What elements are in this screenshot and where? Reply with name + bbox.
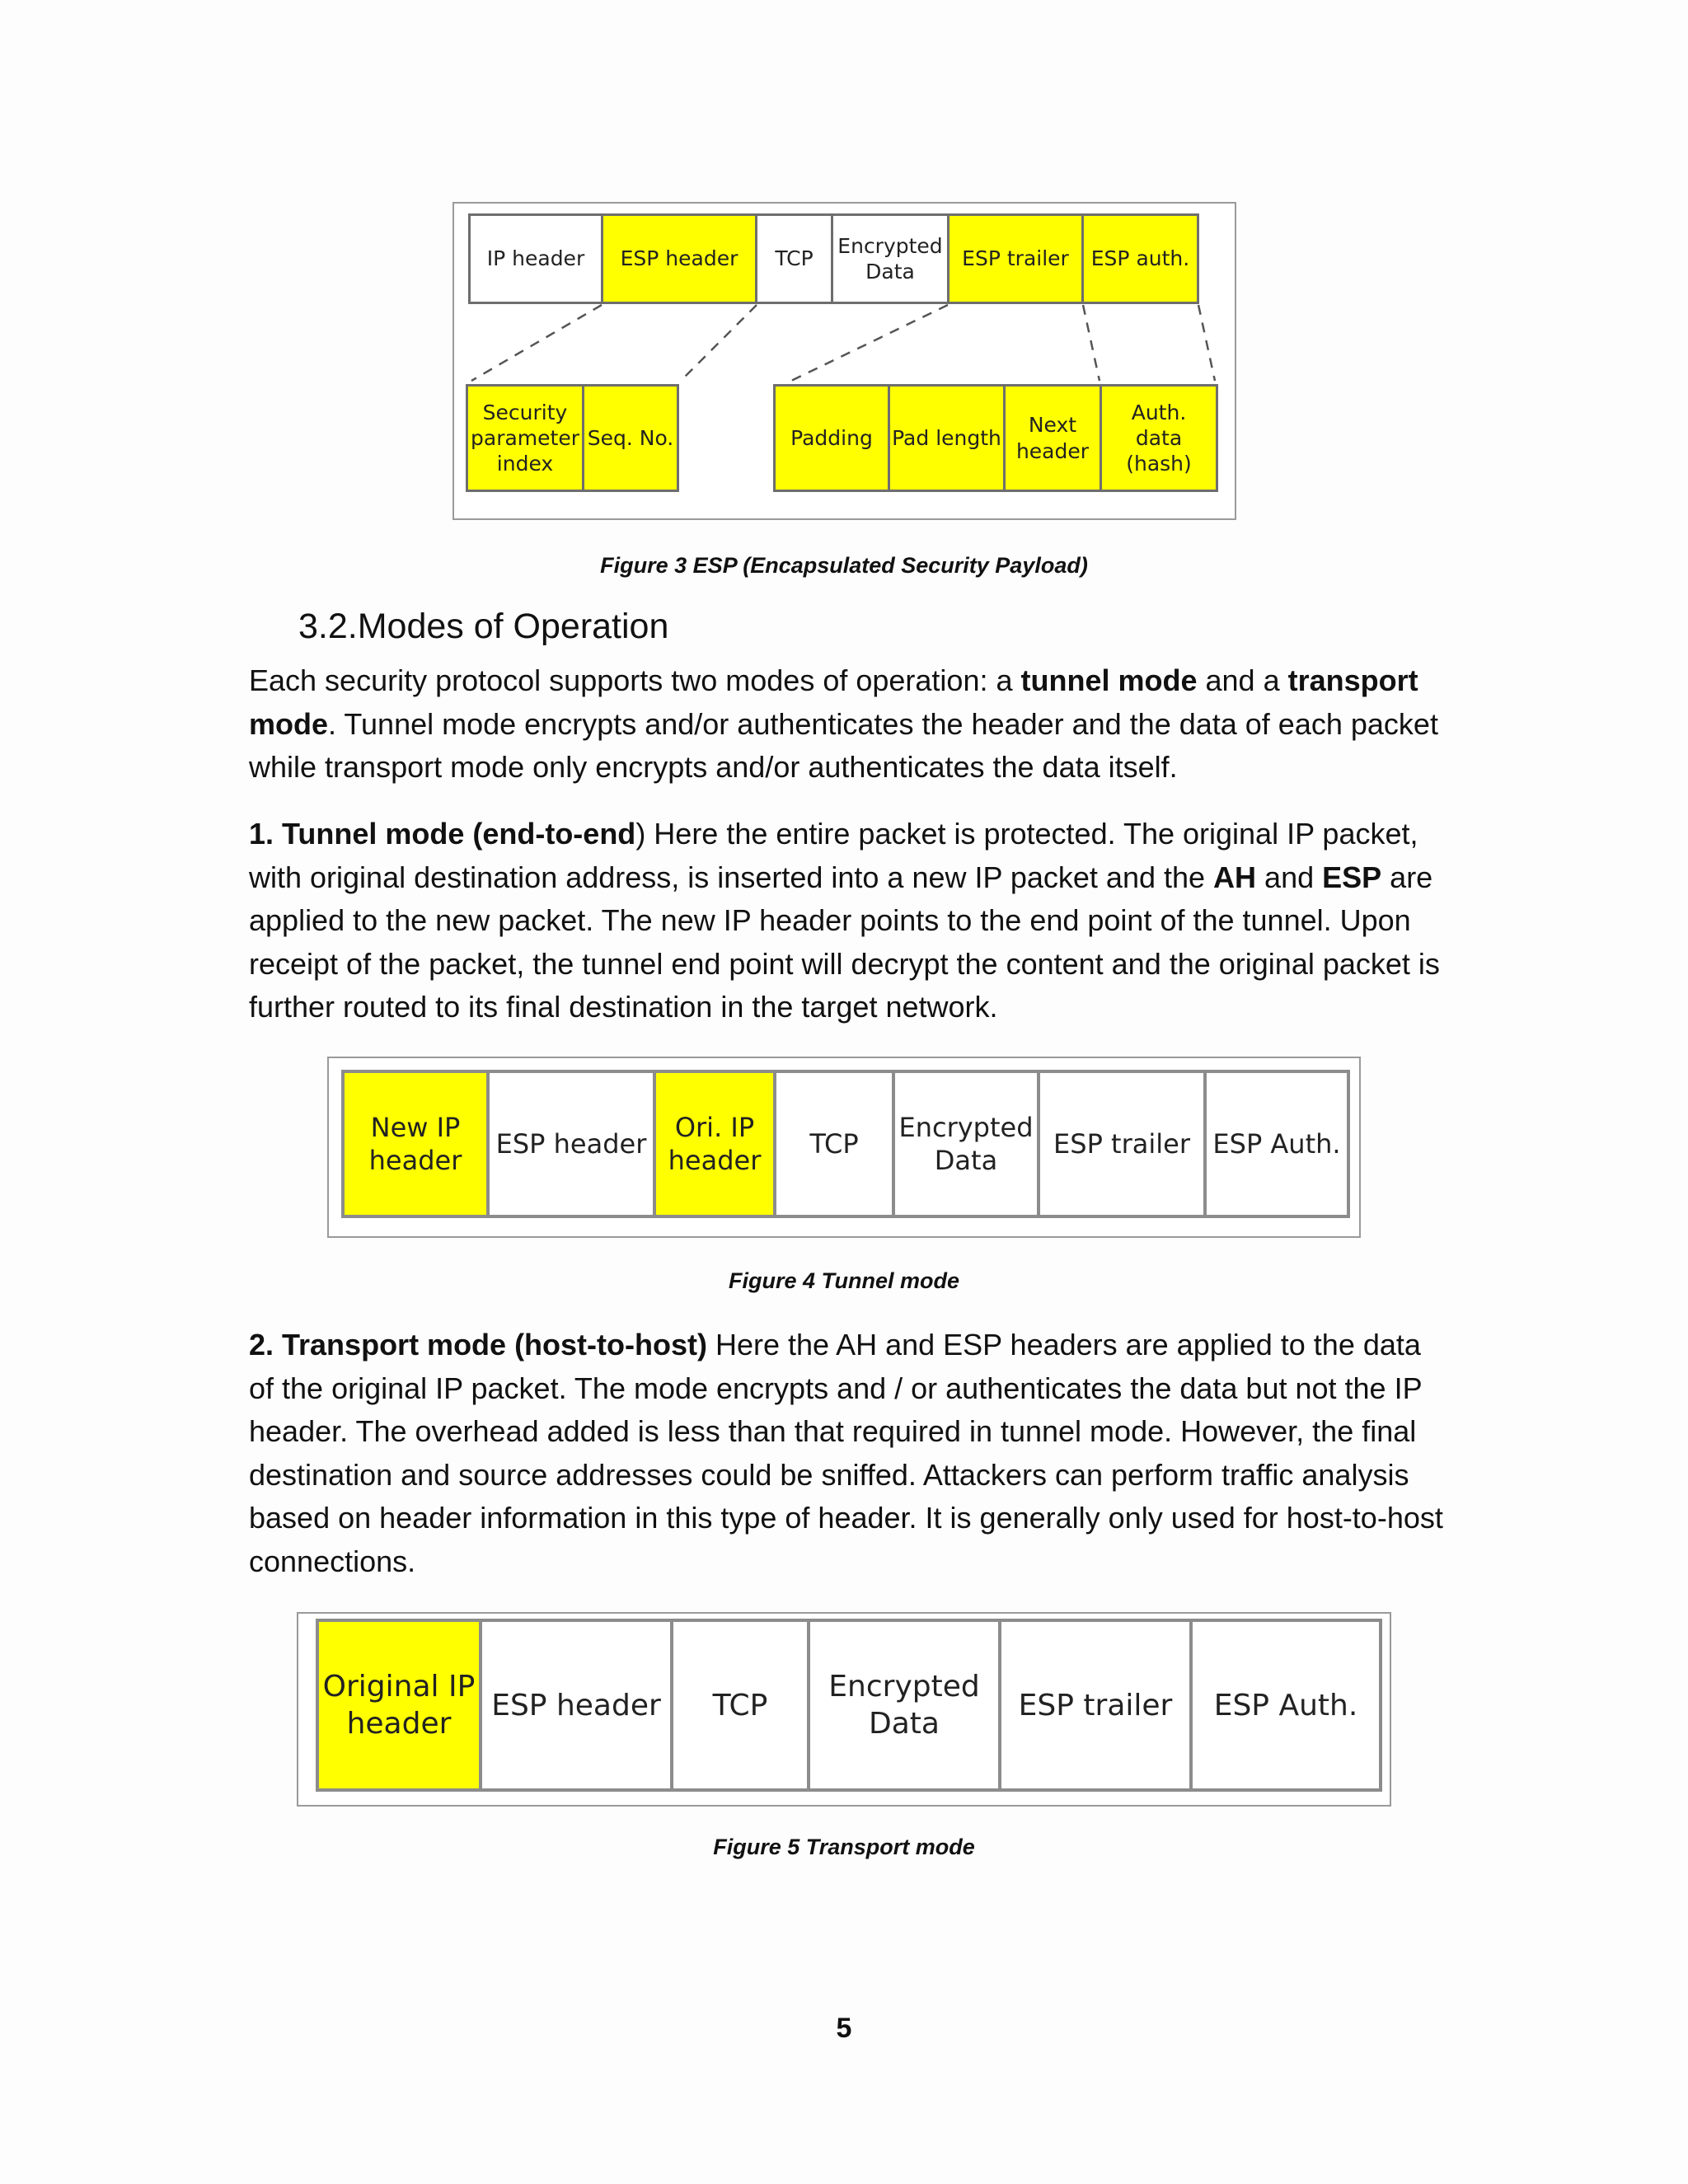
esp-trailer-block: ESP trailer: [947, 213, 1084, 304]
intro-paragraph: [249, 659, 1452, 790]
padding-block: Padding: [773, 384, 890, 492]
esp-auth-block: ESP Auth.: [1189, 1619, 1382, 1792]
connector-line: [1083, 305, 1100, 381]
tunnel-text: and: [1256, 860, 1323, 894]
esp-trailer-block: ESP trailer: [1037, 1070, 1207, 1218]
auth-data-hash-block: Auth. data (hash): [1100, 384, 1218, 492]
esp-trailer-block: ESP trailer: [998, 1619, 1193, 1792]
connector-line: [681, 305, 757, 381]
esp-auth-block: ESP auth.: [1081, 213, 1199, 304]
tcp-block: TCP: [773, 1070, 895, 1218]
intro-text: and a: [1197, 663, 1288, 697]
encrypted-data-block: Encrypted Data: [807, 1619, 1001, 1792]
encrypted-data-block: Encrypted Data: [831, 213, 950, 304]
tcp-block: TCP: [755, 213, 833, 304]
tunnel-bold-ah: AH: [1213, 860, 1257, 894]
transport-mode-label: 2. Transport mode (host-to-host): [249, 1328, 707, 1361]
ori-ip-header-block: Ori. IP header: [653, 1070, 776, 1218]
seq-no-block: Seq. No.: [582, 384, 679, 492]
figure-5-caption: Figure 5 Transport mode: [713, 1835, 975, 1859]
figure-4-caption: Figure 4 Tunnel mode: [728, 1268, 960, 1293]
connector-line: [791, 305, 948, 381]
tunnel-bold-esp: ESP: [1322, 860, 1382, 894]
intro-bold-tunnel-mode: tunnel mode: [1020, 663, 1198, 697]
transport-text: Here the AH and ESP headers are applied to the data of the original IP packet. The mode encrypts and / or authenticates the data but not the IP header. The overhead added is less than that required in tunnel mode. However, the final destination and source addresses could be sniffed. Attackers can perform traffic analysis based on header information in this type of header. It is generally only used for host-to-host connections.: [249, 1328, 1443, 1578]
pad-length-block: Pad length: [888, 384, 1006, 492]
esp-auth-block: ESP Auth.: [1203, 1070, 1350, 1218]
intro-text: . Tunnel mode encrypts and/or authenticates the header and the data of each packet while transport mode only encrypts and/or authenticates the data itself.: [249, 706, 1438, 784]
intro-bold-transport-mode: transport mode: [249, 663, 1418, 741]
tunnel-mode-label: 1. Tunnel mode (end-to-end: [249, 817, 636, 851]
esp-header-block: ESP header: [601, 213, 757, 304]
encrypted-data-block: Encrypted Data: [892, 1070, 1040, 1218]
intro-text: Each security protocol supports two modes of operation: a: [249, 663, 1021, 697]
page-number: 5: [836, 2013, 852, 2044]
new-ip-header-block: New IP header: [341, 1070, 490, 1218]
section-heading: 3.2.Modes of Operation: [298, 607, 669, 646]
security-parameter-index-block: Security parameter index: [466, 384, 584, 492]
connector-line: [1198, 305, 1215, 381]
tunnel-mode-paragraph: [249, 813, 1452, 1029]
tunnel-text: are applied to the new packet. The new IP header points to the end point of the tunnel. Upon receipt of the packet, the tunnel end point will decrypt the content and the original packet is further routed to its final destination in the target network.: [249, 860, 1440, 1024]
transport-mode-paragraph: [249, 1324, 1452, 1583]
esp-header-block: ESP header: [486, 1070, 656, 1218]
figure-3-caption: Figure 3 ESP (Encapsulated Security Payload): [600, 553, 1088, 578]
ip-header-block: IP header: [468, 213, 603, 304]
original-ip-header-block: Original IP header: [316, 1619, 482, 1792]
next-header-block: Next header: [1003, 384, 1102, 492]
tunnel-text: ) Here the entire packet is protected. The original IP packet, with original destination address, is inserted into a new IP packet and the: [249, 817, 1418, 894]
tcp-block: TCP: [670, 1619, 810, 1792]
connector-line: [471, 305, 602, 381]
esp-header-block: ESP header: [479, 1619, 673, 1792]
